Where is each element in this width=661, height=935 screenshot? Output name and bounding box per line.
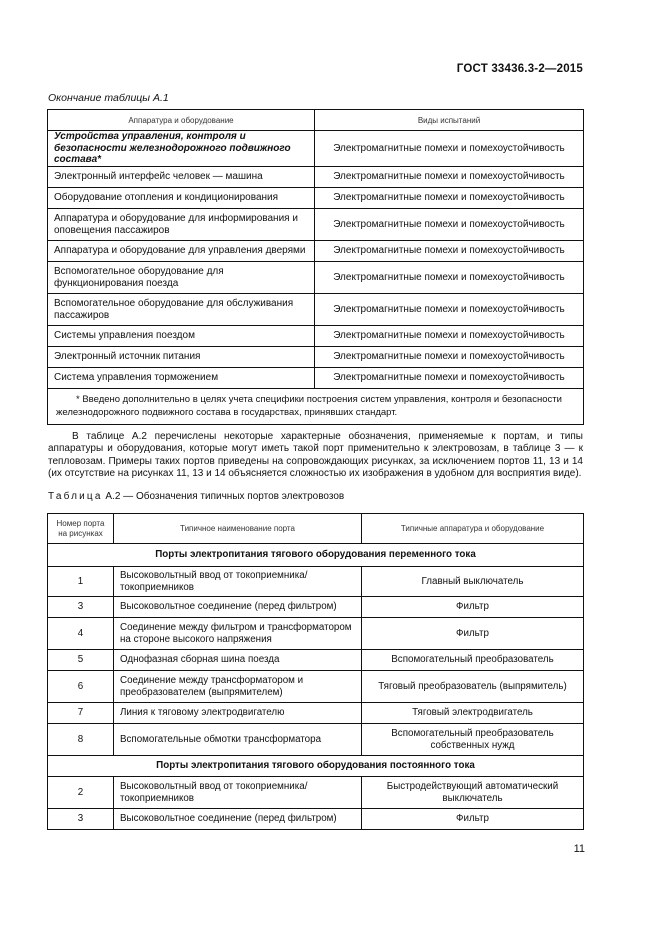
port-equipment: Тяговый преобразователь (выпрямитель) <box>362 671 584 703</box>
table-row <box>48 567 584 597</box>
table-row <box>48 671 584 703</box>
port-number: 1 <box>48 567 114 597</box>
test-cell: Электромагнитные помехи и помехоустойчивость <box>315 347 584 368</box>
port-equipment: Главный выключатель <box>362 567 584 597</box>
table-row <box>48 209 584 241</box>
column-header: Типичное наименование порта <box>114 514 362 544</box>
table-a1 <box>47 109 584 425</box>
test-cell: Электромагнитные помехи и помехоустойчивость <box>315 209 584 241</box>
port-name: Вспомогательные обмотки трансформатора <box>114 724 362 756</box>
document-header: ГОСТ 33436.3-2—2015 <box>456 63 583 75</box>
port-name: Высоковольтное соединение (перед фильтром) <box>114 809 362 830</box>
port-number: 4 <box>48 618 114 650</box>
section-title: Порты электропитания тягового оборудования переменного тока <box>48 544 584 567</box>
table-row <box>48 326 584 347</box>
equipment-cell: Электронный интерфейс человек — машина <box>48 167 315 188</box>
port-name: Высоковольтный ввод от токоприемника/токоприемников <box>114 567 362 597</box>
test-cell: Электромагнитные помехи и помехоустойчивость <box>315 241 584 262</box>
port-equipment: Фильтр <box>362 597 584 618</box>
port-number: 3 <box>48 597 114 618</box>
table-row <box>48 262 584 294</box>
test-cell: Электромагнитные помехи и помехоустойчивость <box>315 294 584 326</box>
test-cell: Электромагнитные помехи и помехоустойчивость <box>315 326 584 347</box>
test-cell: Электромагнитные помехи и помехоустойчивость <box>315 131 584 167</box>
port-name: Соединение между трансформатором и преобразователем (выпрямителем) <box>114 671 362 703</box>
table-row <box>48 724 584 756</box>
equipment-cell: Аппаратура и оборудование для управления дверями <box>48 241 315 262</box>
table-row <box>48 188 584 209</box>
port-number: 5 <box>48 650 114 671</box>
column-header: Виды испытаний <box>315 110 584 131</box>
port-equipment: Вспомогательный преобразователь собственных нужд <box>362 724 584 756</box>
port-number: 8 <box>48 724 114 756</box>
paragraph-text: В таблице А.2 перечислены некоторые характерные обозначения, применяемые к портам, и типы аппаратуры и оборудования, которые могут иметь такой порт применительно к электровозам, в таблице 3 — к тепловозам. Примеры таких портов приведены на сопровождающих рисунках, за исключением портов 11, 13 и 14 (их отсутствие на рисунках 11, 13 и 14 объясняется сложностью их изображения в удобном для восприятия виде). <box>48 431 583 480</box>
port-equipment: Вспомогательный преобразователь <box>362 650 584 671</box>
table-row <box>48 368 584 389</box>
table-a2 <box>47 513 584 830</box>
port-number: 6 <box>48 671 114 703</box>
port-number: 3 <box>48 809 114 830</box>
port-number: 7 <box>48 703 114 724</box>
footnote-row <box>48 389 584 425</box>
table-row <box>48 809 584 830</box>
test-cell: Электромагнитные помехи и помехоустойчивость <box>315 262 584 294</box>
caption-label: Таблица <box>48 491 103 502</box>
test-cell: Электромагнитные помехи и помехоустойчивость <box>315 167 584 188</box>
equipment-cell: Системы управления поездом <box>48 326 315 347</box>
table-header-row <box>48 514 584 544</box>
port-equipment: Фильтр <box>362 809 584 830</box>
test-cell: Электромагнитные помехи и помехоустойчивость <box>315 368 584 389</box>
column-header: Аппаратура и оборудование <box>48 110 315 131</box>
port-name: Однофазная сборная шина поезда <box>114 650 362 671</box>
table-row <box>48 618 584 650</box>
table-a1-caption: Окончание таблицы А.1 <box>48 92 169 104</box>
section-title: Порты электропитания тягового оборудования постоянного тока <box>48 756 584 777</box>
port-name: Соединение между фильтром и трансформатором на стороне высокого напряжения <box>114 618 362 650</box>
equipment-cell: Устройства управления, контроля и безопасности железнодорожного подвижного состава* <box>48 131 315 167</box>
table-header-row <box>48 110 584 131</box>
table-row <box>48 167 584 188</box>
equipment-cell: Система управления торможением <box>48 368 315 389</box>
table-row <box>48 294 584 326</box>
equipment-cell: Оборудование отопления и кондиционирования <box>48 188 315 209</box>
column-header: Типичные аппаратура и оборудование <box>362 514 584 544</box>
equipment-cell: Электронный источник питания <box>48 347 315 368</box>
table-row <box>48 777 584 809</box>
section-row <box>48 544 584 567</box>
port-equipment: Фильтр <box>362 618 584 650</box>
port-name: Высоковольтное соединение (перед фильтром) <box>114 597 362 618</box>
caption-title: А.2 — Обозначения типичных портов электровозов <box>105 491 345 502</box>
port-equipment: Быстродействующий автоматический выключатель <box>362 777 584 809</box>
table-row <box>48 347 584 368</box>
table-row <box>48 241 584 262</box>
body-paragraph <box>48 431 583 481</box>
table-a2-caption <box>48 491 344 502</box>
port-number: 2 <box>48 777 114 809</box>
port-name: Линия к тяговому электродвигателю <box>114 703 362 724</box>
table-row <box>48 131 584 167</box>
equipment-cell: Вспомогательное оборудование для обслуживания пассажиров <box>48 294 315 326</box>
column-header: Номер порта на рисунках <box>48 514 114 544</box>
table-footnote: * Введено дополнительно в целях учета специфики построения систем управления, контроля и безопасности железнодорожного подвижного состава в государствах, принявших стандарт. <box>48 389 584 425</box>
table-row <box>48 703 584 724</box>
equipment-cell: Аппаратура и оборудование для информирования и оповещения пассажиров <box>48 209 315 241</box>
page-number: 11 <box>573 843 585 855</box>
port-name: Высоковольтный ввод от токоприемника/токоприемников <box>114 777 362 809</box>
port-equipment: Тяговый электродвигатель <box>362 703 584 724</box>
table-row <box>48 597 584 618</box>
test-cell: Электромагнитные помехи и помехоустойчивость <box>315 188 584 209</box>
equipment-cell: Вспомогательное оборудование для функционирования поезда <box>48 262 315 294</box>
section-row <box>48 756 584 777</box>
table-row <box>48 650 584 671</box>
